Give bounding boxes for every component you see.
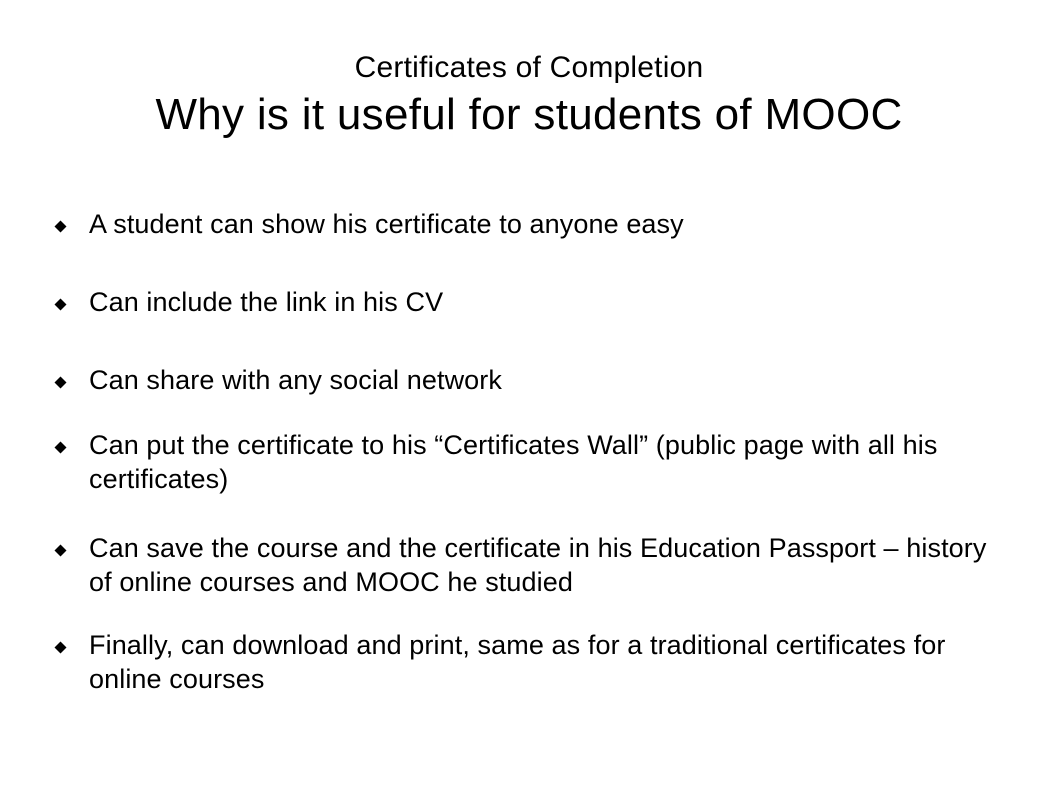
diamond-bullet-icon: [54, 376, 67, 389]
bullet-text: Can share with any social network: [89, 365, 502, 395]
bullet-text: A student can show his certificate to anyone easy: [89, 209, 684, 239]
bullet-text: Finally, can download and print, same as for a traditional certificates for online courses: [89, 630, 946, 694]
bullet-text: Can include the link in his CV: [89, 287, 444, 317]
title-block: [0, 48, 1058, 142]
slide-title: Why is it useful for students of MOOC: [155, 90, 903, 139]
slide-subtitle: Certificates of Completion: [354, 51, 704, 84]
diamond-bullet-icon: [54, 544, 67, 557]
bullet-text: Can save the course and the certificate in his Education Passport – history of online courses and MOOC he studied: [89, 533, 987, 597]
diamond-bullet-icon: [54, 441, 67, 454]
diamond-bullet-icon: [54, 641, 67, 654]
bullet-text: Can put the certificate to his “Certificates Wall” (public page with all his certificates): [89, 430, 938, 494]
diamond-bullet-icon: [54, 298, 67, 311]
diamond-bullet-icon: [54, 220, 67, 233]
